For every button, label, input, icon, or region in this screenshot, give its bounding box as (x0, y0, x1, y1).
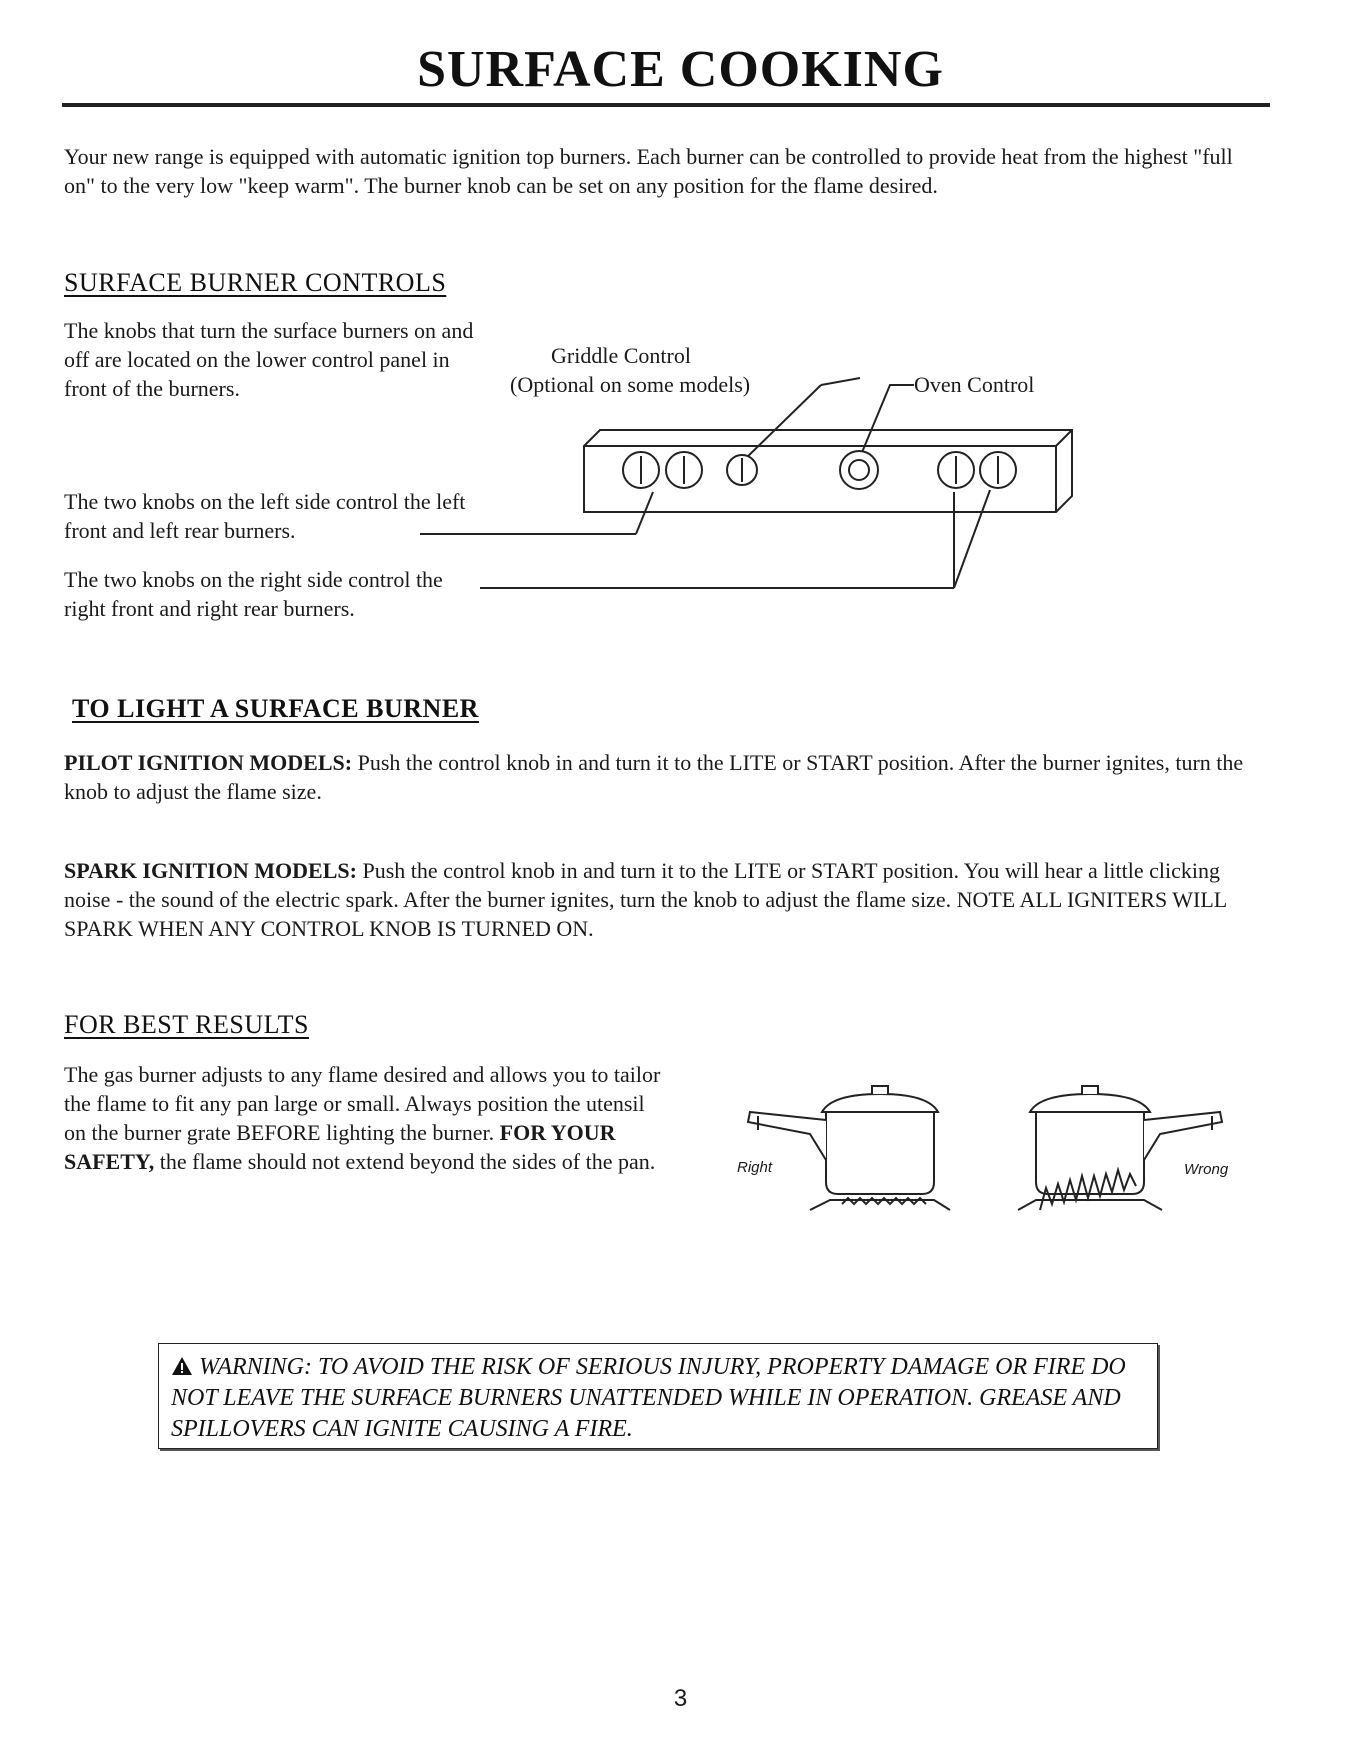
right-pot-icon (748, 1086, 950, 1210)
light-heading: TO LIGHT A SURFACE BURNER (72, 694, 479, 723)
left-knobs-text: The two knobs on the left side control the left front and left rear burners. (64, 489, 466, 543)
results-heading: FOR BEST RESULTS (64, 1010, 309, 1039)
page-title: SURFACE COOKING (417, 41, 944, 98)
griddle-control-label: Griddle Control (551, 343, 691, 368)
right-label: Right (737, 1159, 773, 1176)
spark-label: SPARK IGNITION MODELS: (64, 858, 357, 883)
warning-box (158, 1343, 1158, 1449)
results-text-b: the flame should not extend beyond the sides of the pan. (159, 1149, 656, 1174)
controls-knobs-text: The knobs that turn the surface burners on and off are located on the lower control panel in front of the burners. (64, 318, 474, 401)
pilot-label: PILOT IGNITION MODELS: (64, 750, 353, 775)
intro-paragraph: Your new range is equipped with automatic ignition top burners. Each burner can be controlled to provide heat from the highest "full on" to the very low "keep warm". The burner knob can be set on any position for the flame desired. (64, 144, 1233, 198)
spark-text: Push the control knob in and turn it to the LITE or START position. You will hear a little clicking noise - the sound of the electric spark. After the burner ignites, turn the knob to adjust the flame size. NOTE ALL IGNITERS WILL SPARK WHEN ANY CONTROL KNOB IS TURNED ON. (64, 858, 1227, 941)
page-number: 3 (673, 1685, 688, 1712)
results-text-a: The gas burner adjusts to any flame desired and allows you to tailor the flame to fit any pan large or small. Always position the utensil on the burner grate BEFORE lighting the burner. (64, 1062, 661, 1145)
pilot-text: Push the control knob in and turn it to the LITE or START position. After the burner ignites, turn the knob to adjust the flame size. (64, 750, 1244, 804)
safety-label: FOR YOUR SAFETY, (64, 1120, 616, 1174)
right-knobs-text: The two knobs on the right side control the right front and right rear burners. (64, 567, 443, 621)
warning-triangle-icon (171, 1356, 193, 1376)
oven-control-label: Oven Control (914, 372, 1035, 397)
wrong-label: Wrong (1184, 1161, 1229, 1178)
wrong-pot-icon (1018, 1086, 1222, 1210)
warning-text: WARNING: TO AVOID THE RISK OF SERIOUS INJURY, PROPERTY DAMAGE OR FIRE DO NOT LEAVE THE SURFACE BURNERS UNATTENDED WHILE IN OPERATION. GREASE AND SPILLOVERS CAN IGNITE CAUSING A FIRE. (171, 1354, 1126, 1442)
controls-heading: SURFACE BURNER CONTROLS (64, 268, 447, 297)
griddle-control-note: (Optional on some models) (510, 372, 751, 397)
